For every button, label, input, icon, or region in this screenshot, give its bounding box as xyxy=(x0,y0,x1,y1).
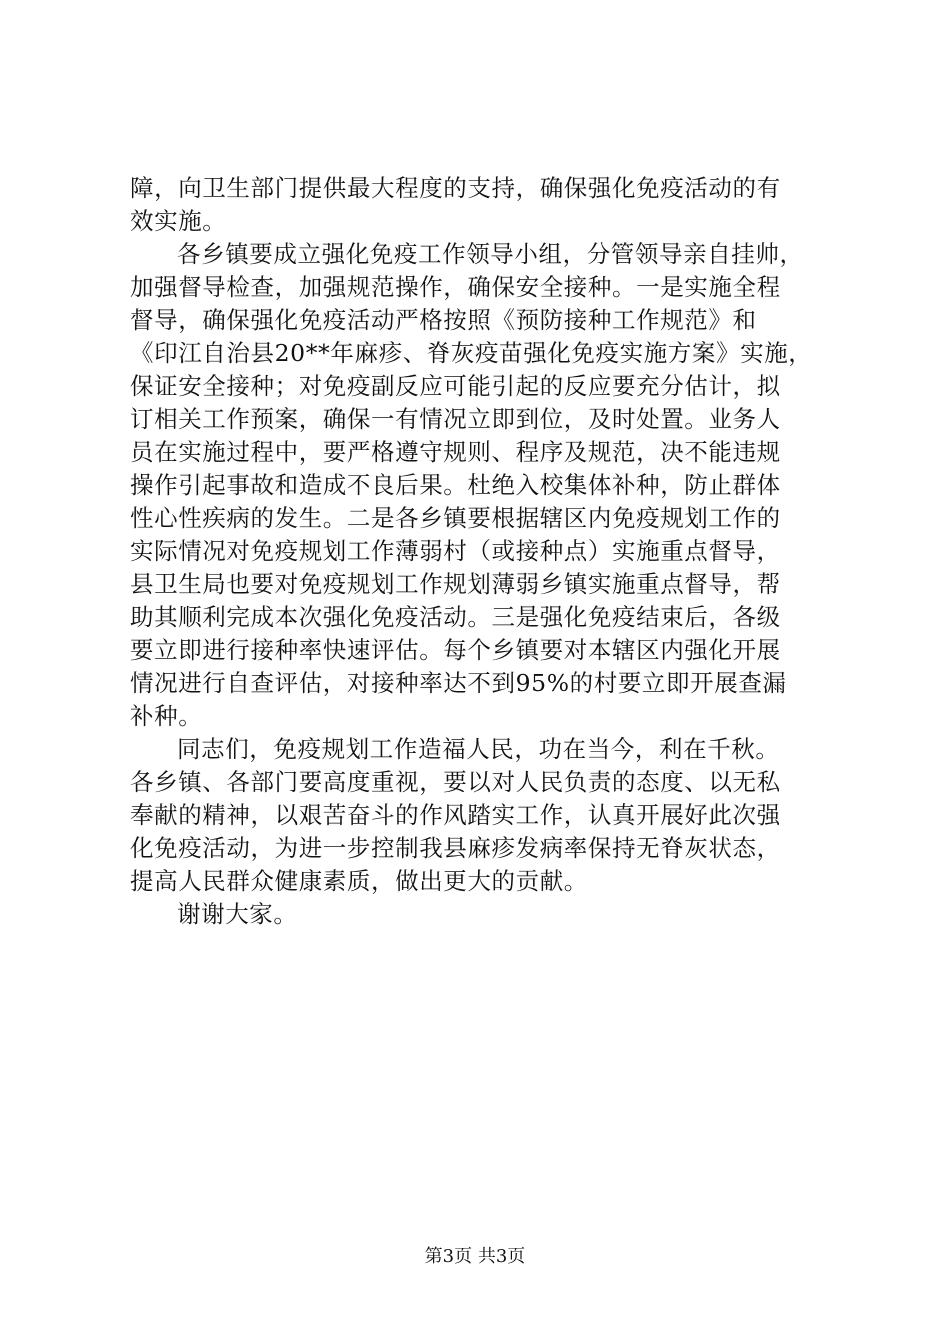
page-footer xyxy=(0,1242,950,1268)
text-line: 同志们，免疫规划工作造福人民，功在当今，利在千秋。 xyxy=(177,735,780,763)
text-line: 补种。 xyxy=(130,702,203,730)
text-line: 订相关工作预案，确保一有情况立即到位，及时处置。业务人 xyxy=(130,405,781,433)
text-line: 员在实施过程中，要严格遵守规则、程序及规范，决不能违规 xyxy=(130,438,781,466)
text-line: 谢谢大家。 xyxy=(177,900,298,928)
text-line: 情况进行自查评估，对接种率达不到95%的村要立即开展查漏 xyxy=(130,669,787,697)
text-line: 性心性疾病的发生。二是各乡镇要根据辖区内免疫规划工作的 xyxy=(130,504,781,532)
paragraph-3 xyxy=(130,733,830,898)
paragraph-2 xyxy=(130,238,830,733)
paragraph-1 xyxy=(130,172,830,238)
text-line: 效实施。 xyxy=(130,207,227,235)
page-number: 第3页 共3页 xyxy=(424,1246,526,1267)
text-line: 提高人民群众健康素质，做出更大的贡献。 xyxy=(130,867,588,895)
text-line: 加强督导检查，加强规范操作，确保安全接种。一是实施全程 xyxy=(130,273,781,301)
text-line: 障，向卫生部门提供最大程度的支持，确保强化免疫活动的有 xyxy=(130,174,781,202)
text-line: 奉献的精神，以艰苦奋斗的作风踏实工作，认真开展好此次强 xyxy=(130,801,781,829)
paragraph-4 xyxy=(130,898,830,931)
text-line: 助其顺利完成本次强化免疫活动。三是强化免疫结束后，各级 xyxy=(130,603,781,631)
text-line: 县卫生局也要对免疫规划工作规划薄弱乡镇实施重点督导，帮 xyxy=(130,570,781,598)
text-line: 操作引起事故和造成不良后果。杜绝入校集体补种，防止群体 xyxy=(130,471,781,499)
text-line: 各乡镇、各部门要高度重视，要以对人民负责的态度、以无私 xyxy=(130,768,781,796)
document-body xyxy=(130,172,830,931)
text-line: 各乡镇要成立强化免疫工作领导小组，分管领导亲自挂帅， xyxy=(177,240,804,268)
text-line: 《印江自治县20**年麻疹、脊灰疫苗强化免疫实施方案》实施， xyxy=(130,339,813,367)
text-line: 保证安全接种；对免疫副反应可能引起的反应要充分估计，拟 xyxy=(130,372,781,400)
text-line: 督导，确保强化免疫活动严格按照《预防接种工作规范》和 xyxy=(130,306,757,334)
text-line: 要立即进行接种率快速评估。每个乡镇要对本辖区内强化开展 xyxy=(130,636,781,664)
text-line: 实际情况对免疫规划工作薄弱村（或接种点）实施重点督导， xyxy=(130,537,781,565)
text-line: 化免疫活动，为进一步控制我县麻疹发病率保持无脊灰状态， xyxy=(130,834,781,862)
